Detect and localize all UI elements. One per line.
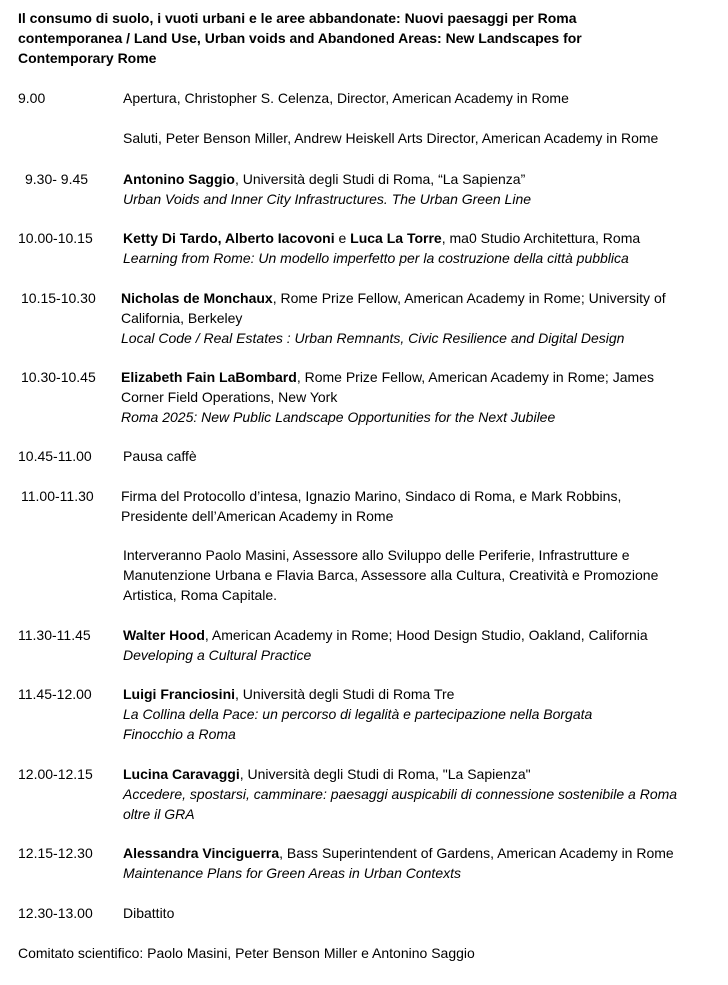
speaker-name: Lucina Caravaggi: [123, 766, 240, 782]
speaker-affiliation: Corner Field Operations, New York: [121, 389, 338, 405]
talk-title: La Collina della Pace: un percorso di legalità e partecipazione nella Borgata: [123, 706, 593, 722]
title-line: contemporanea / Land Use, Urban voids and Abandoned Areas: New Landscapes for: [18, 30, 582, 46]
entry-time: 12.15-12.30: [18, 845, 93, 861]
entry-text: Pausa caffè: [123, 448, 197, 464]
entry-content: [123, 446, 713, 466]
page-title: [18, 8, 708, 68]
entry-speaker-line: [123, 169, 713, 189]
entry-content: [123, 903, 713, 923]
talk-title: Local Code / Real Estates : Urban Remnants, Civic Resilience and Digital Design: [121, 330, 625, 346]
entry-text: Dibattito: [123, 905, 175, 921]
speaker-affiliation: , ma0 Studio Architettura, Roma: [441, 230, 641, 246]
entry-content: [123, 228, 713, 268]
talk-title: Accedere, spostarsi, camminare: paesaggi auspicabili di connessione sostenibile a Roma: [123, 786, 678, 802]
speaker-name: Walter Hood: [123, 627, 205, 643]
entry-time: 11.30-11.45: [18, 627, 91, 643]
title-line: Contemporary Rome: [18, 50, 157, 66]
scientific-committee: Comitato scientifico: Paolo Masini, Peter Benson Miller e Antonino Saggio: [18, 945, 475, 961]
entry-speaker-line: [121, 367, 711, 387]
entry-time: 11.00-11.30: [21, 488, 94, 504]
entry-text: Interveranno Paolo Masini, Assessore allo Sviluppo delle Periferie, Infrastrutture e: [123, 547, 630, 563]
entry-speaker-line: [121, 288, 711, 308]
entry-content: [123, 128, 713, 148]
entry-speaker-line: [123, 843, 713, 863]
entry-content: [123, 88, 713, 108]
entry-content: [123, 169, 713, 209]
entry-text: Artistica, Roma Capitale.: [123, 587, 278, 603]
entry-text: Manutenzione Urbana e Flavia Barca, Assessore alla Cultura, Creatività e Promozione: [123, 567, 659, 583]
speaker-name: Nicholas de Monchaux: [121, 290, 273, 306]
entry-time: 11.45-12.00: [18, 686, 92, 702]
speaker-affiliation: , Università degli Studi di Roma, “La Sapienza”: [234, 171, 526, 187]
entry-time: 12.00-12.15: [18, 766, 93, 782]
entry-time: 10.30-10.45: [21, 369, 96, 385]
speaker-name: Luigi Franciosini: [123, 686, 236, 702]
talk-title: Learning from Rome: Un modello imperfetto per la costruzione della città pubblica: [123, 250, 629, 266]
entry-content: [123, 843, 713, 883]
entry-time: 12.30-13.00: [18, 905, 93, 921]
entry-text: Saluti, Peter Benson Miller, Andrew Heiskell Arts Director, American Academy in Rome: [123, 130, 659, 146]
entry-speaker-line: [123, 228, 713, 248]
entry-speaker-line: [123, 684, 713, 704]
talk-title: Roma 2025: New Public Landscape Opportunities for the Next Jubilee: [121, 409, 556, 425]
entry-content: [121, 288, 711, 348]
entry-content: [121, 486, 711, 526]
speaker-joiner: e: [334, 230, 351, 246]
entry-text: Firma del Protocollo d’intesa, Ignazio Marino, Sindaco di Roma, e Mark Robbins,: [121, 488, 622, 504]
speaker-affiliation: , Rome Prize Fellow, American Academy in Rome; University of: [272, 290, 666, 306]
entry-speaker-line: [123, 764, 713, 784]
talk-title: Developing a Cultural Practice: [123, 647, 312, 663]
entry-time: 10.15-10.30: [21, 290, 96, 306]
talk-title: oltre il GRA: [123, 806, 195, 822]
entry-time: 9.00: [18, 90, 46, 106]
entry-content: [123, 545, 713, 605]
speaker-affiliation: , American Academy in Rome; Hood Design Studio, Oakland, California: [204, 627, 648, 643]
entry-text: Presidente dell’American Academy in Rome: [121, 508, 394, 524]
speaker-name: Ketty Di Tardo, Alberto Iacovoni: [123, 230, 335, 246]
entry-text: Apertura, Christopher S. Celenza, Director, American Academy in Rome: [123, 90, 569, 106]
entry-speaker-line: [123, 625, 713, 645]
talk-title: Maintenance Plans for Green Areas in Urban Contexts: [123, 865, 461, 881]
speaker-name: Antonino Saggio: [123, 171, 235, 187]
speaker-name: Luca La Torre: [350, 230, 442, 246]
speaker-affiliation: , Università degli Studi di Roma Tre: [235, 686, 455, 702]
speaker-affiliation: , Università degli Studi di Roma, "La Sapienza": [239, 766, 531, 782]
entry-time: 9.30- 9.45: [25, 171, 89, 187]
entry-time: 10.00-10.15: [18, 230, 93, 246]
entry-content: [123, 625, 713, 665]
entry-content: [121, 367, 711, 427]
speaker-name: Alessandra Vinciguerra: [123, 845, 280, 861]
entry-content: [123, 684, 713, 744]
talk-title: Finocchio a Roma: [123, 726, 236, 742]
speaker-name: Elizabeth Fain LaBombard: [121, 369, 297, 385]
speaker-affiliation: , Bass Superintendent of Gardens, American Academy in Rome: [279, 845, 674, 861]
entry-time: 10.45-11.00: [18, 448, 92, 464]
title-line: Il consumo di suolo, i vuoti urbani e le aree abbandonate: Nuovi paesaggi per Roma: [18, 10, 577, 26]
talk-title: Urban Voids and Inner City Infrastructures. The Urban Green Line: [123, 191, 532, 207]
speaker-affiliation: , Rome Prize Fellow, American Academy in Rome; James: [296, 369, 654, 385]
entry-content: [123, 764, 713, 824]
speaker-affiliation: California, Berkeley: [121, 310, 243, 326]
